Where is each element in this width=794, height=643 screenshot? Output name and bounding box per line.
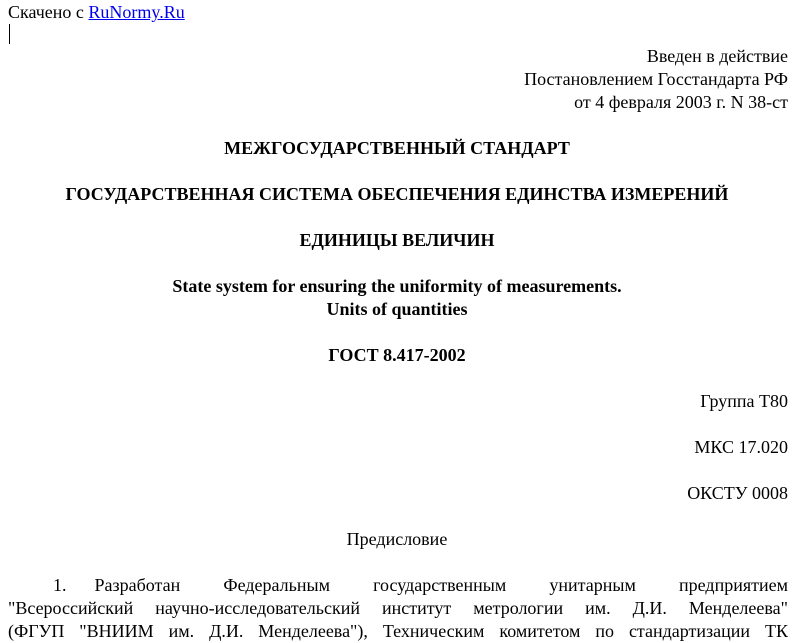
- source-line: [8, 1, 185, 24]
- foreword-title: Предисловие: [346, 529, 448, 549]
- paragraph-line-3: (ФГУП "ВНИИМ им. Д.И. Менделеева"), Техническим комитетом по стандартизации ТК: [8, 621, 788, 641]
- paragraph-line-1: [8, 574, 788, 597]
- system-heading: ГОСУДАРСТВЕННАЯ СИСТЕМА ОБЕСПЕЧЕНИЯ ЕДИНСТВА ИЗМЕРЕНИЙ: [65, 184, 729, 204]
- enactment-block: [524, 45, 788, 114]
- paragraph-line-1-text: Разработан Федеральным государственным унитарным предприятием: [94, 575, 788, 595]
- mks-code: МКС 17.020: [694, 437, 788, 457]
- english-title-line-2: Units of quantities: [326, 299, 468, 319]
- paragraph-line-2: "Всероссийский научно-исследовательский институт метрологии им. Д.И. Менделеева": [8, 598, 788, 618]
- item-number: 1.: [53, 575, 67, 595]
- enactment-line-1: Введен в действие: [646, 46, 788, 66]
- okstu-code: ОКСТУ 0008: [687, 483, 788, 503]
- text-cursor: [9, 24, 10, 44]
- enactment-line-2: Постановлением Госстандарта РФ: [524, 69, 788, 89]
- enactment-line-3: от 4 февраля 2003 г. N 38-ст: [574, 92, 788, 112]
- foreword-paragraph-1: [8, 574, 788, 643]
- title-heading: ЕДИНИЦЫ ВЕЛИЧИН: [299, 230, 495, 250]
- english-title-line-1: State system for ensuring the uniformity of measurements.: [172, 276, 622, 296]
- group-code: Группа Т80: [700, 391, 788, 411]
- gost-number: ГОСТ 8.417-2002: [328, 345, 466, 365]
- source-prefix: Скачено с: [8, 2, 84, 22]
- runormy-link[interactable]: RuNormy.Ru: [88, 2, 185, 22]
- english-title: [0, 275, 794, 321]
- standard-type-heading: МЕЖГОСУДАРСТВЕННЫЙ СТАНДАРТ: [224, 138, 570, 158]
